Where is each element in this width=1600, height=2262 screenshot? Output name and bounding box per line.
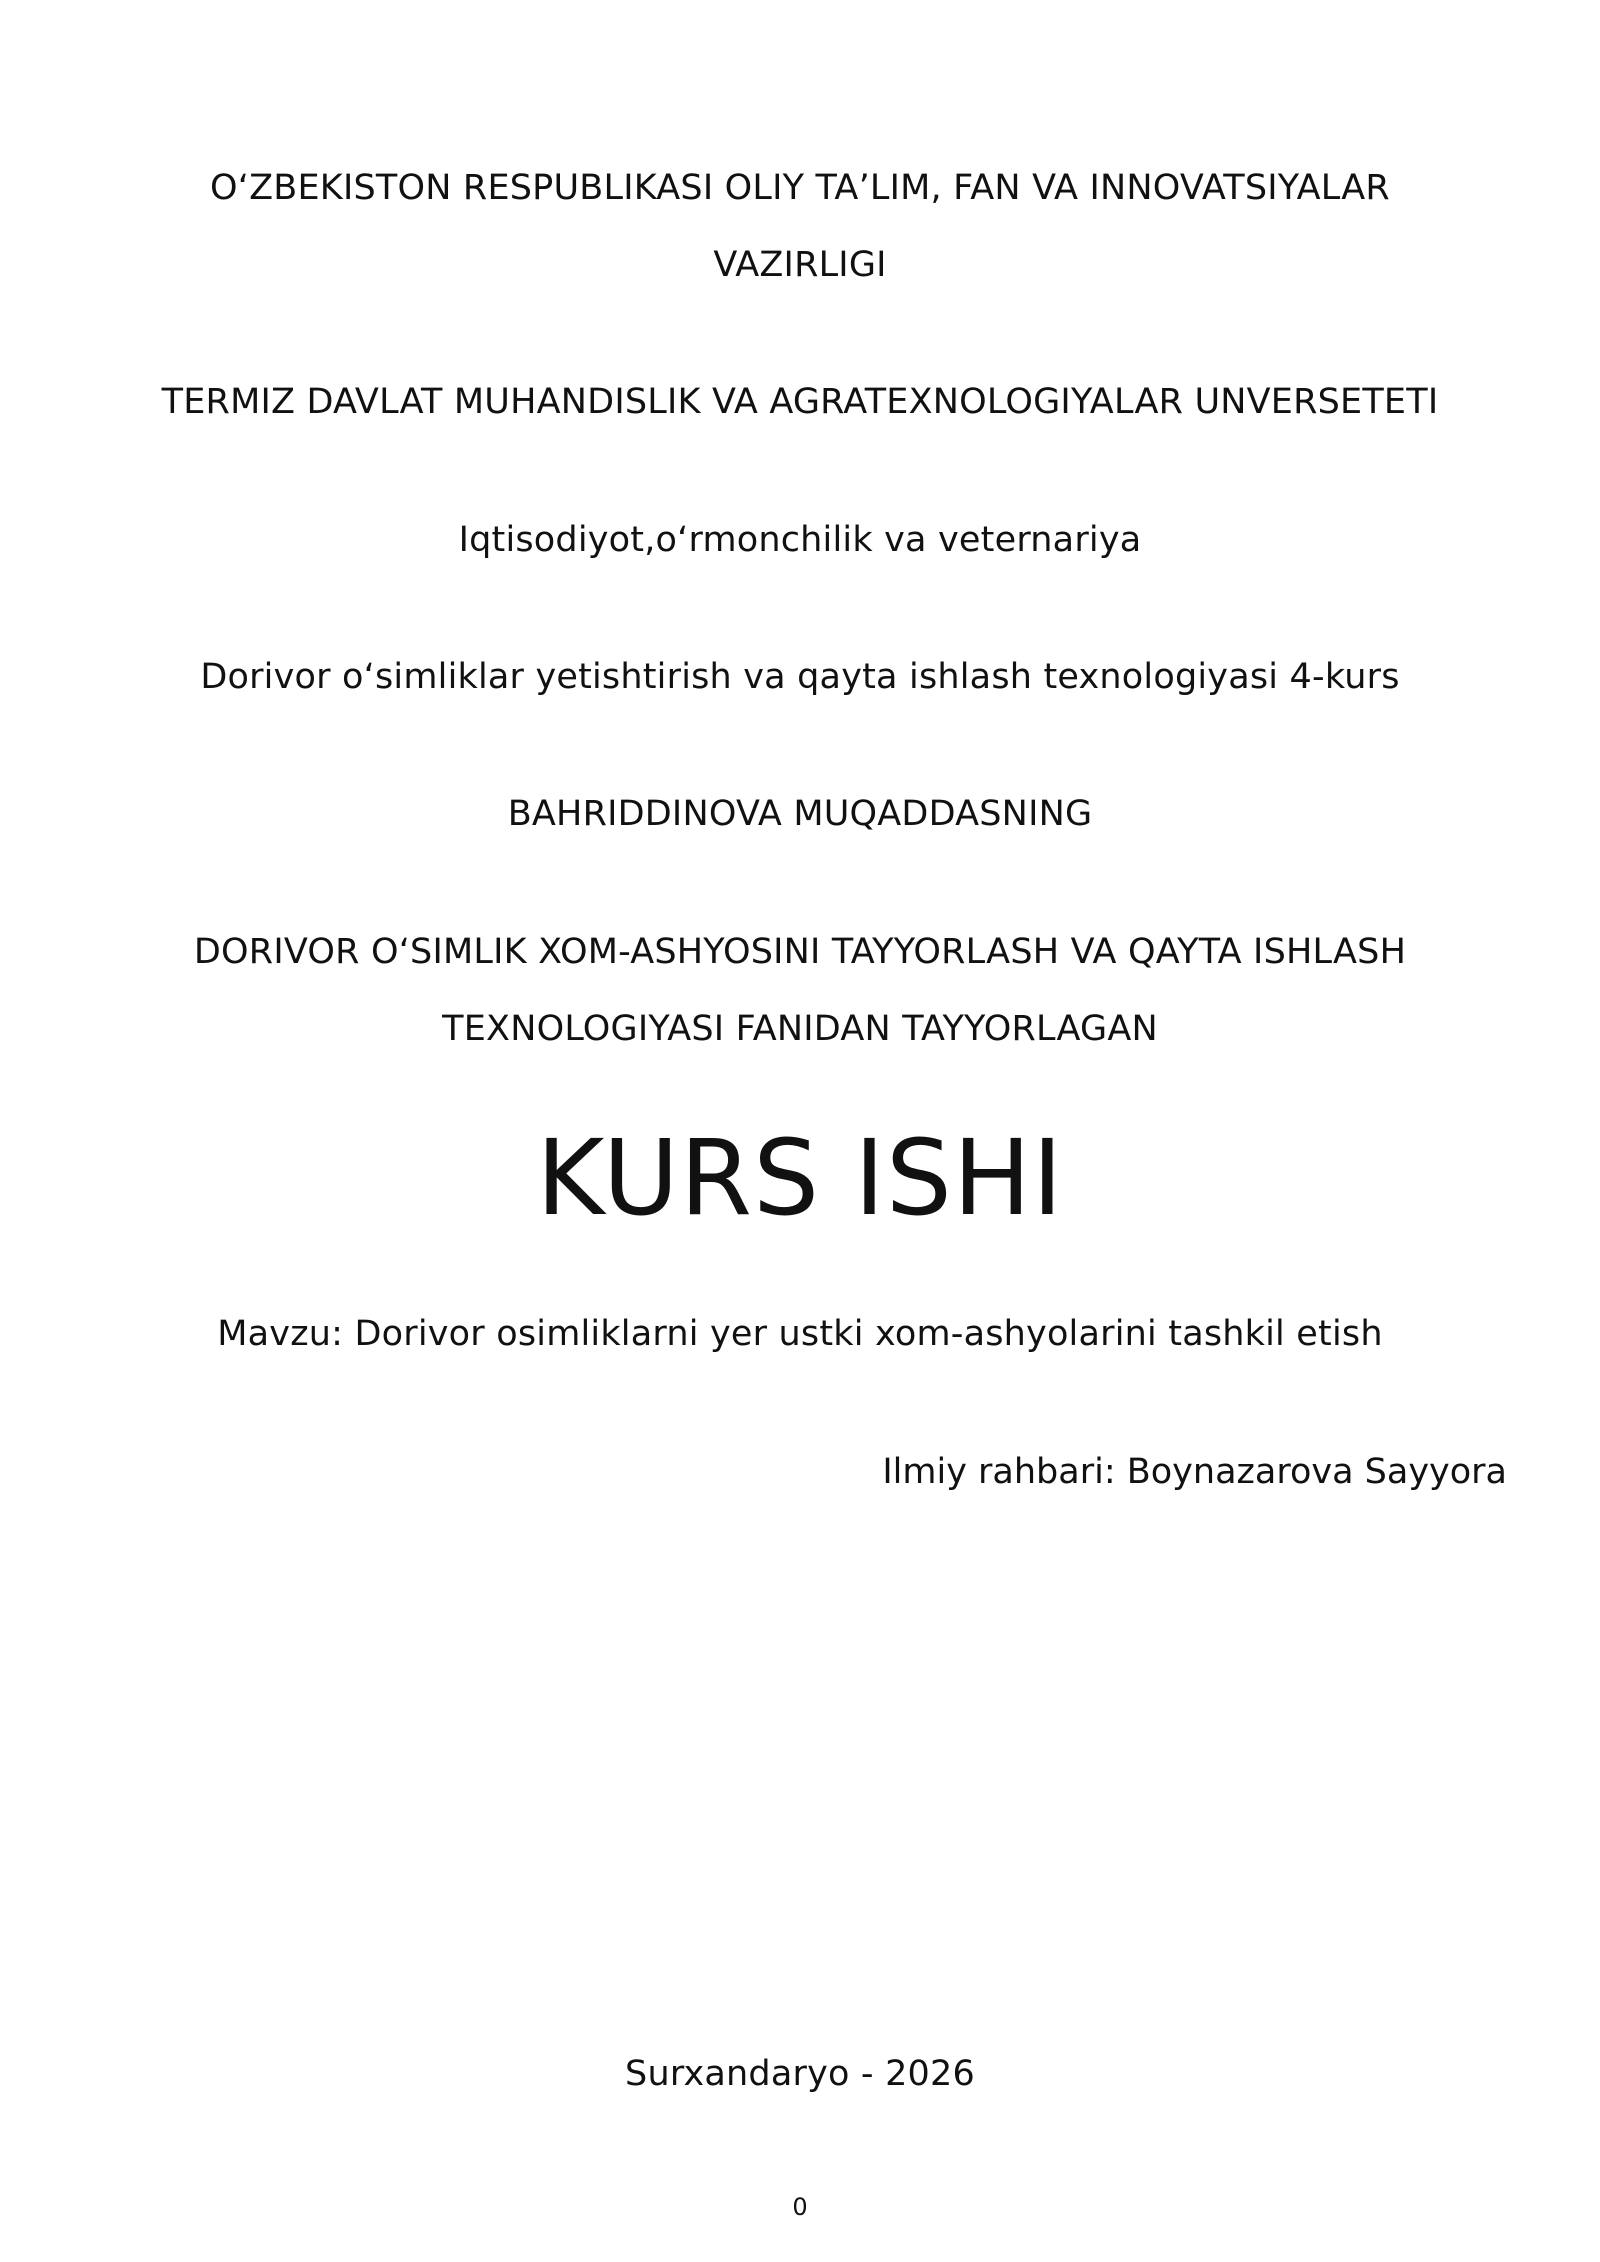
faculty-name: Iqtisodiyot,o‘rmonchilik va veternariya: [458, 520, 1142, 560]
program-name: Dorivor o‘simliklar yetishtirish va qayta ishlash texnologiyasi 4-kurs: [200, 657, 1400, 697]
document-title: KURS ISHI: [536, 1117, 1064, 1239]
page-number: 0: [792, 2193, 808, 2221]
subject-line-1: DORIVOR O‘SIMLIK XOM-ASHYOSINI TAYYORLASH VA QAYTA ISHLASH: [193, 932, 1407, 972]
subject-line-2: TEXNOLOGIYASI FANIDAN TAYYORLAGAN: [442, 1009, 1158, 1049]
topic-line: Mavzu: Dorivor osimliklarni yer ustki xom-ashyolarini tashkil etish: [217, 1314, 1383, 1354]
student-name: BAHRIDDINOVA MUQADDASNING: [507, 794, 1093, 834]
ministry-line-1: O‘ZBEKISTON RESPUBLIKASI OLIY TA’LIM, FAN VA INNOVATSIYALAR: [210, 168, 1390, 208]
university-name: TERMIZ DAVLAT MUHANDISLIK VA AGRATEXNOLOGIYALAR UNVERSETETI: [161, 382, 1439, 422]
place-year: Surxandaryo - 2026: [625, 2054, 975, 2094]
supervisor-line: Ilmiy rahbari: Boynazarova Sayyora: [882, 1452, 1507, 1492]
ministry-line-2: VAZIRLIGI: [713, 245, 887, 285]
